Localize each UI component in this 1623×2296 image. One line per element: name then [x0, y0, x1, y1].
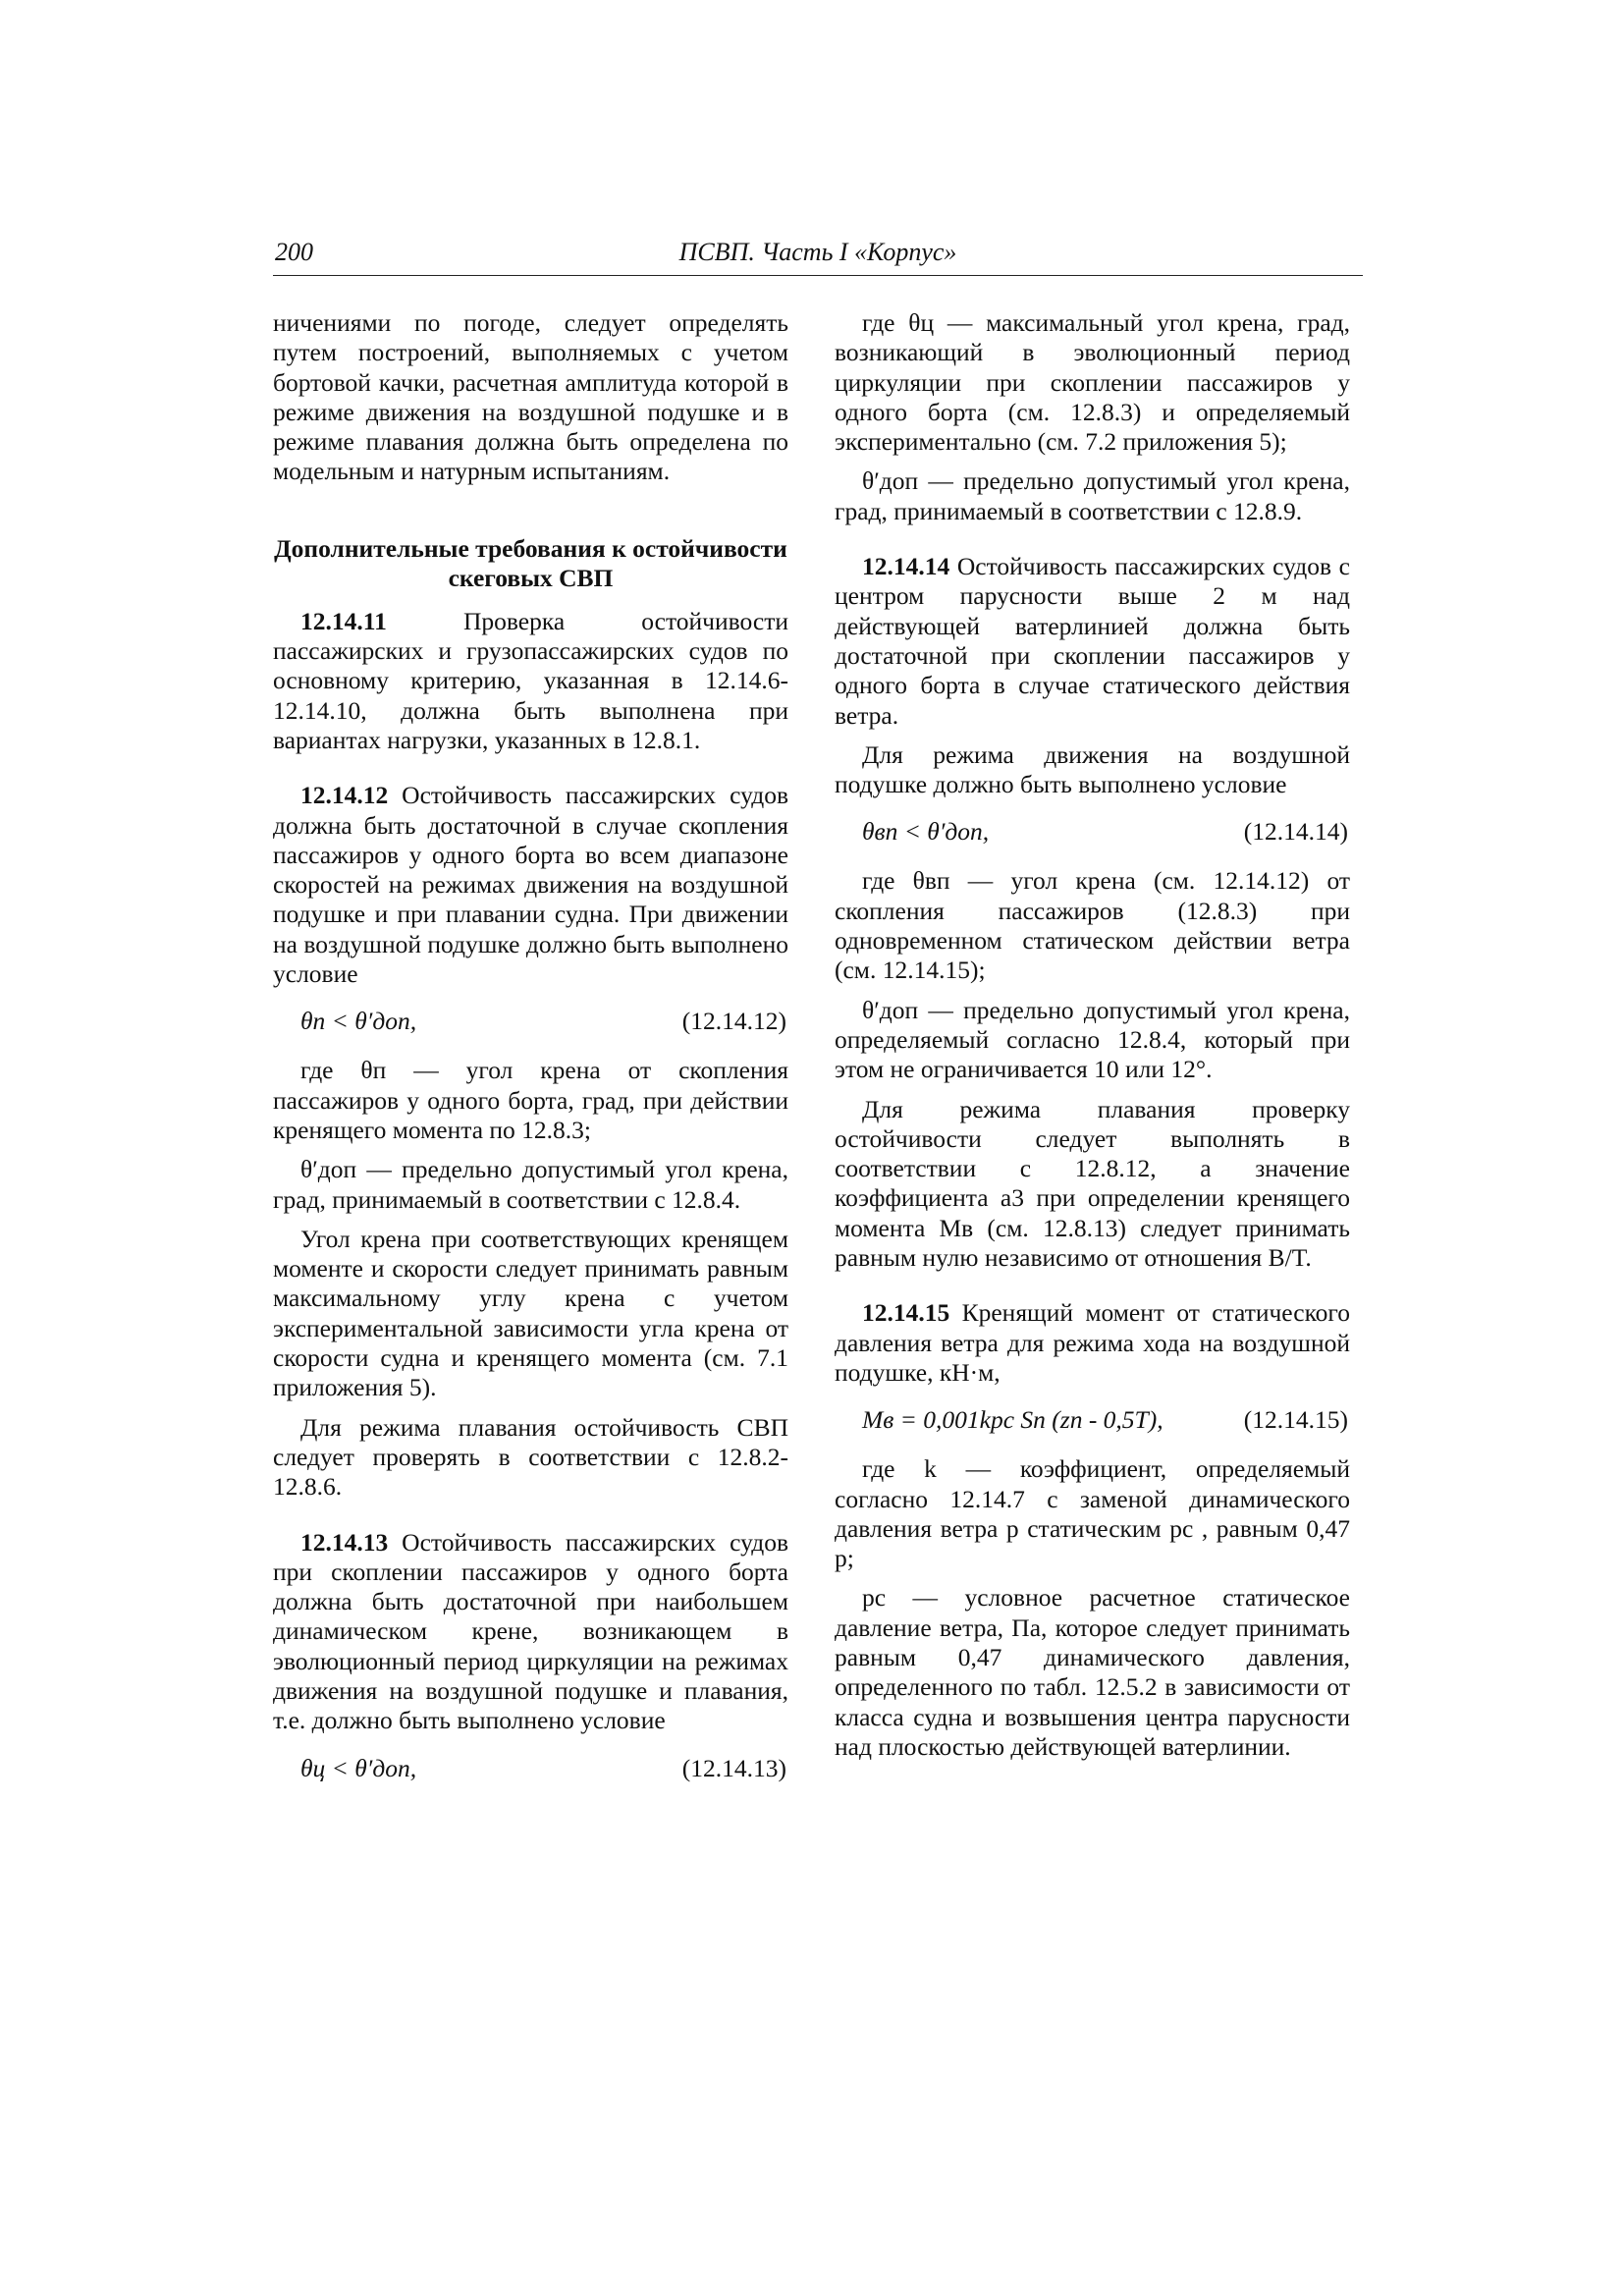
formula-number: (12.14.13)	[681, 1753, 786, 1782]
definition-theta-c: где θц — максимальный угол крена, град, возникающий в эволюционный период циркуляции при скоплении пассажиров у одного борта (см. 12.8.3) и определяемый экспериментально (см. 7.2 приложения 5);	[835, 308, 1350, 457]
definition-theta-p: где θп — угол крена от скопления пассажиров у одного борта, град, при действии кренящего момента по 12.8.3;	[273, 1056, 788, 1144]
clause-number: 12.14.14	[862, 552, 950, 581]
clause-12-14-13	[273, 1528, 788, 1736]
clause-number: 12.14.11	[300, 606, 387, 635]
clause-text: Остойчивость пассажирских судов при скоплении пассажиров у одного борта должна быть достаточной при наибольшем динамическом крене, возникающем в эволюционный период циркуляции на режимах движения на воздушной подушке и плавания, т.е. должно быть выполнено условие	[273, 1527, 788, 1735]
clause-text: Остойчивость пассажирских судов должна быть достаточной в случае скопления пассажиров у одного борта во всем диапазоне скоростей на режимах движения на воздушной подушке и при плавании судна. При движении на воздушной подушке должно быть выполнено условие	[273, 781, 788, 989]
formula-expression: θп < θ′доп,	[300, 1007, 417, 1036]
paragraph-swim-mode: Для режима плавания остойчивость СВП следует проверять в соответствии с 12.8.2-12.8.6.	[273, 1412, 788, 1502]
formula-number: (12.14.15)	[1243, 1405, 1348, 1435]
definition-theta-dop: θ′доп — предельно допустимый угол крена, град, принимаемый в соответствии с 12.8.9.	[835, 466, 1350, 525]
clause-text: Кренящий момент от статического давления ветра для режима хода на воздушной подушке, кН·м,	[835, 1298, 1350, 1387]
right-column	[835, 308, 1350, 1772]
definition-theta-vp: где θвп — угол крена (см. 12.14.12) от скопления пассажиров (12.8.3) при одновременном статическом действии ветра (см. 12.14.15);	[835, 866, 1350, 985]
clause-12-14-15	[835, 1298, 1350, 1388]
clause-number: 12.14.12	[300, 781, 389, 810]
clause-12-14-14	[835, 552, 1350, 731]
clause-number: 12.14.13	[300, 1527, 389, 1557]
formula-12-14-12	[273, 1005, 788, 1042]
paragraph-cushion-mode: Для режима движения на воздушной подушке должно быть выполнено условие	[835, 739, 1350, 799]
definition-theta-dop: θ′доп — предельно допустимый угол крена, град, принимаемый в соответствии с 12.8.4.	[273, 1155, 788, 1214]
definition-pc: pс — условное расчетное статическое давление ветра, Па, которое следует принимать равным 0,47 динамического давления, определенного по табл. 12.5.2 в зависимости от класса судна и возвышения центра парусности над плоскостью действующей ватерлинии.	[835, 1583, 1350, 1761]
page-header	[273, 236, 1363, 276]
continued-paragraph: ничениями по погоде, следует определять путем построений, выполняемых с учетом бортовой качки, расчетная амплитуда которой в режиме движения на воздушной подушке и в режиме плавания должна быть определена по модельным и натурным испытаниям.	[273, 308, 788, 486]
formula-12-14-13	[273, 1752, 788, 1789]
formula-12-14-15	[835, 1403, 1350, 1441]
section-heading: Дополнительные требования к остойчивости скеговых СВП	[274, 533, 787, 592]
page-number: 200	[275, 238, 313, 266]
formula-expression: Mв = 0,001kpс Sп (zп - 0,5T),	[862, 1405, 1163, 1435]
formula-expression: θвп < θ′доп,	[862, 817, 990, 847]
clause-text: Остойчивость пассажирских судов с центром парусности выше 2 м над действующей ватерлинией должна быть достаточной при скоплении пассажиров у одного борта в случае статического действия ветра.	[835, 552, 1350, 730]
formula-expression: θц < θ′доп,	[300, 1753, 417, 1782]
clause-number: 12.14.15	[862, 1298, 950, 1328]
formula-12-14-14	[835, 815, 1350, 852]
paragraph-heel-angle: Угол крена при соответствующих кренящем моменте и скорости следует принимать равным максимальному углу крена с учетом экспериментальной зависимости угла крена от скорости судна и кренящего момента (см. 7.1 приложения 5).	[273, 1224, 788, 1402]
definition-theta-dop: θ′доп — предельно допустимый угол крена, определяемый согласно 12.8.4, который при этом не ограничивается 10 или 12°.	[835, 995, 1350, 1084]
left-column	[273, 308, 788, 1803]
definition-k: где k — коэффициент, определяемый согласно 12.14.7 с заменой динамического давления ветра p статическим pс , равным 0,47 p;	[835, 1454, 1350, 1573]
formula-number: (12.14.12)	[681, 1007, 786, 1036]
clause-12-14-11	[273, 607, 788, 755]
running-title: ПСВП. Часть I «Корпус»	[678, 238, 957, 266]
clause-12-14-12	[273, 781, 788, 989]
clause-text: Проверка остойчивости пассажирских и грузопассажирских судов по основному критерию, указанная в 12.14.6-12.14.10, должна быть выполнена при вариантах нагрузки, указанных в 12.8.1.	[273, 606, 788, 754]
paragraph-swim-mode: Для режима плавания проверку остойчивости следует выполнять в соответствии с 12.8.12, а значение коэффициента a3 при определении кренящего момента Mв (см. 12.8.13) следует принимать равным нулю независимо от отношения B/T.	[835, 1094, 1350, 1273]
formula-number: (12.14.14)	[1243, 817, 1348, 847]
